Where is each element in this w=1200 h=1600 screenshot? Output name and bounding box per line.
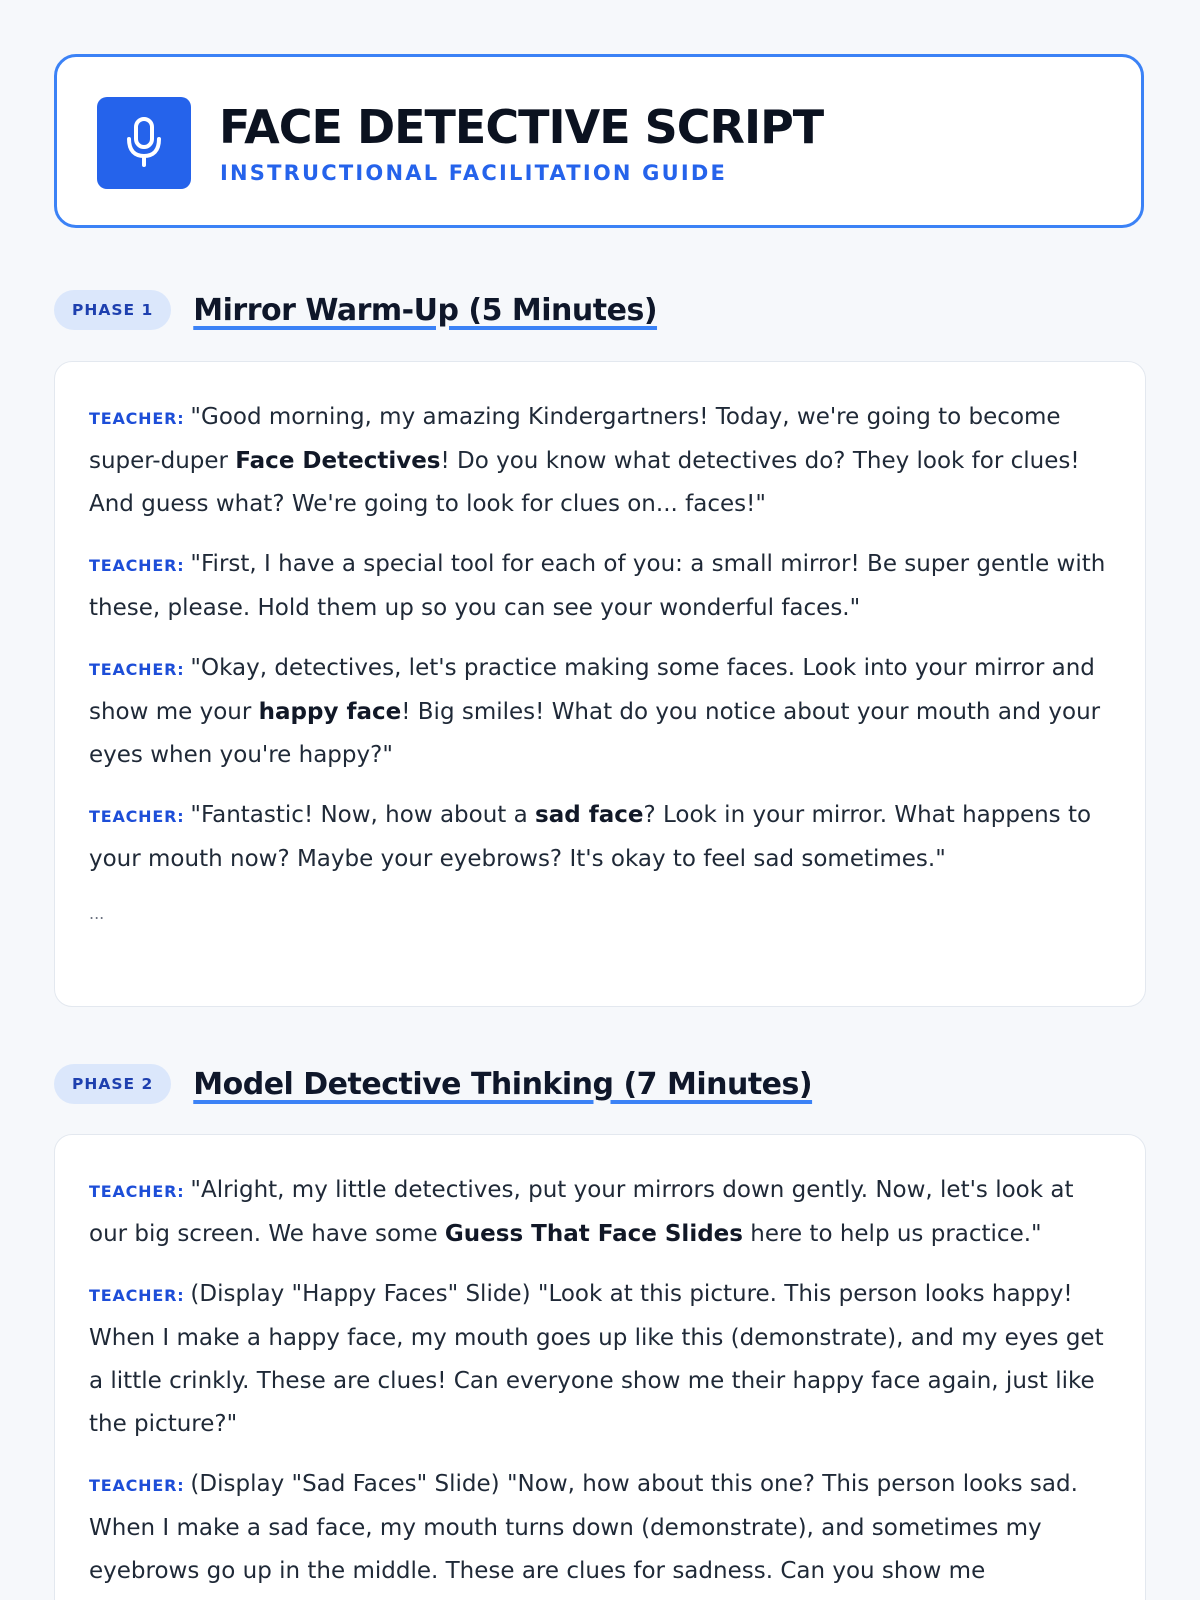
line-text: "Good morning, my amazing Kindergartners! Today, we're going to become super-duper	[89, 404, 1061, 474]
speaker-label: TEACHER:	[89, 807, 185, 826]
microphone-icon	[97, 97, 191, 189]
line-text: "Fantastic! Now, how about a	[190, 802, 536, 828]
phase-title: Mirror Warm-Up (5 Minutes)	[193, 292, 658, 328]
line-text: ? Look in your mirror. What happens to your mouth now? Maybe your eyebrows? It's okay to feel sad sometimes."	[89, 802, 1092, 872]
line-text: ! Big smiles! What do you notice about your mouth and your eyes when you're happy?"	[89, 699, 1101, 768]
line-text: here to help us practice."	[742, 1221, 1042, 1247]
line-text: "Okay, detectives, let's practice making some faces. Look into your mirror and show me your	[89, 655, 1095, 725]
script-line	[89, 1273, 1111, 1446]
script-line	[89, 647, 1111, 777]
line-text: "First, I have a special tool for each of you: a small mirror! Be super gentle with these, please. Hold them up so you can see your wonderful faces."	[89, 551, 1106, 621]
header-card	[54, 54, 1144, 228]
speaker-label: TEACHER:	[89, 409, 185, 428]
script-card	[54, 1134, 1146, 1600]
emphasis-text: Face Detectives	[235, 448, 441, 474]
phase-heading	[54, 1062, 812, 1106]
phase-badge: PHASE 2	[54, 1064, 171, 1104]
emphasis-text: sad face	[535, 802, 644, 828]
script-line	[89, 1463, 1111, 1593]
script-card	[54, 361, 1146, 1007]
phase-heading	[54, 288, 657, 332]
microphone-icon-graphic	[124, 117, 164, 169]
continuation-ellipsis: ...	[89, 904, 105, 923]
script-line	[89, 396, 1111, 526]
speaker-label: TEACHER:	[89, 660, 185, 679]
phase-title: Model Detective Thinking (7 Minutes)	[193, 1066, 813, 1102]
line-text: "Alright, my little detectives, put your mirrors down gently. Now, let's look at our big screen. We have some	[89, 1177, 1074, 1247]
speaker-label: TEACHER:	[89, 1182, 185, 1201]
script-line	[89, 794, 1111, 881]
page-title: FACE DETECTIVE SCRIPT	[219, 100, 824, 154]
line-text: (Display "Happy Faces" Slide) "Look at this picture. This person looks happy! When I make a happy face, my mouth goes up like this (demonstrate), and my eyes get a little crinkly. These are clues! Can everyone show me their happy face again, just like the picture?"	[89, 1281, 1104, 1437]
line-text: (Display "Sad Faces" Slide) "Now, how about this one? This person looks sad. When I make a sad face, my mouth turns down (demonstrate), and sometimes my eyebrows go up in the middle. These are clues for sadness. Can you show me	[89, 1471, 1078, 1584]
emphasis-text: happy face	[258, 699, 402, 725]
speaker-label: TEACHER:	[89, 1286, 185, 1305]
line-text: ! Do you know what detectives do? They look for clues! And guess what? We're going to look for clues on... faces!"	[89, 448, 1080, 517]
phase-badge: PHASE 1	[54, 290, 171, 330]
speaker-label: TEACHER:	[89, 556, 185, 575]
script-line	[89, 543, 1111, 630]
speaker-label: TEACHER:	[89, 1476, 185, 1495]
page-subtitle: INSTRUCTIONAL FACILITATION GUIDE	[220, 161, 728, 185]
emphasis-text: Guess That Face Slides	[444, 1221, 743, 1247]
script-line	[89, 1169, 1111, 1256]
